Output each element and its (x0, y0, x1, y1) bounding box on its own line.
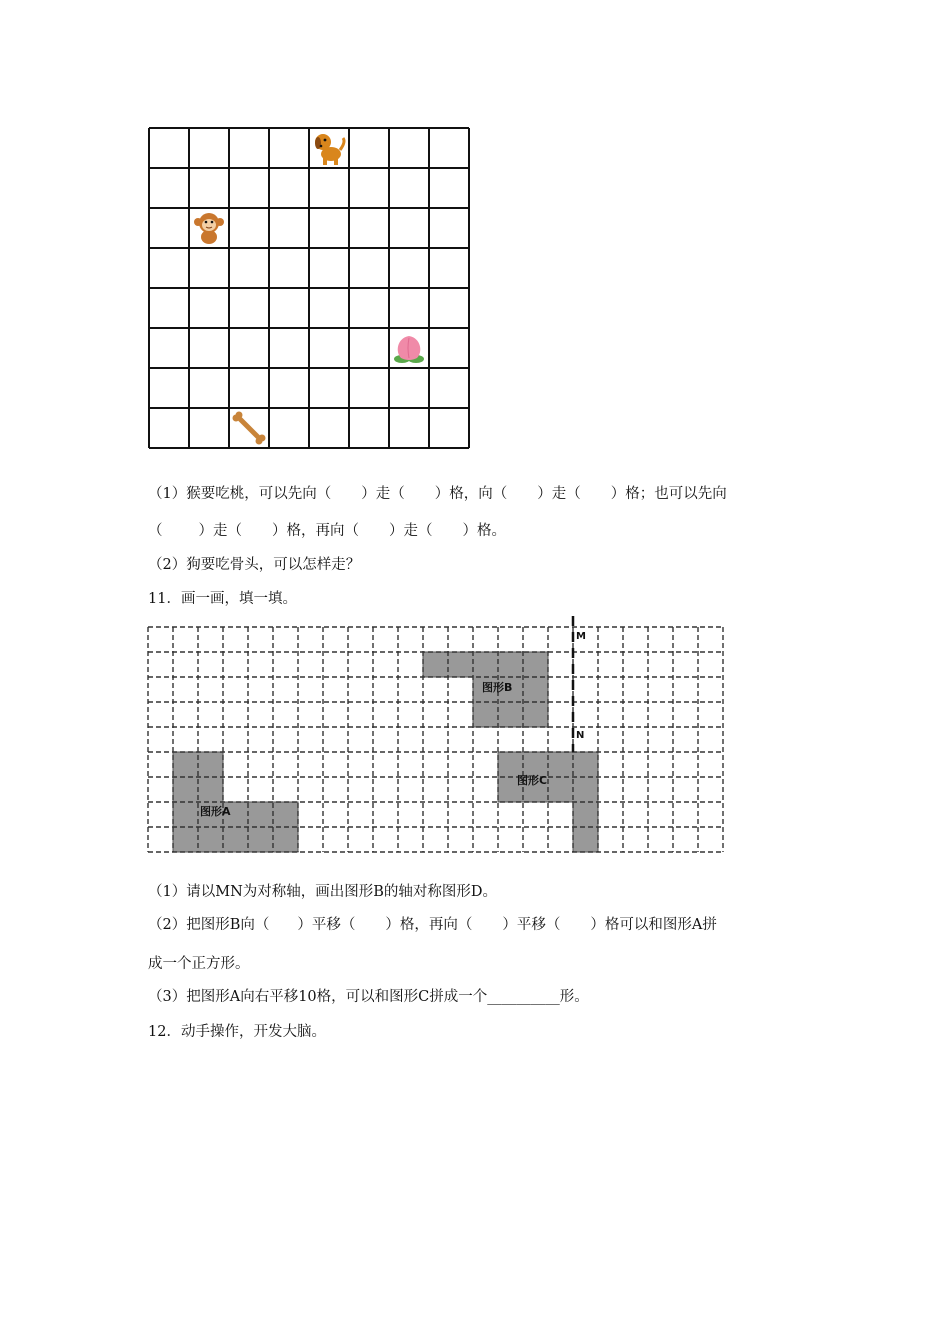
q11-title: 11．画一画，填一填。 (148, 591, 297, 607)
peach-icon (394, 336, 424, 363)
axis-n-label: N (576, 730, 585, 741)
q11-part3 (148, 987, 589, 1007)
q10-part2: （2）狗要吃骨头，可以怎样走？ (148, 557, 361, 573)
q10-p1-text-a: （1）猴要吃桃，可以先向（ (148, 486, 332, 502)
q11-part2-line2: 成一个正方形。 (148, 956, 250, 972)
q11-p2-text-c: ）格，再向（ (385, 917, 473, 933)
map-grid-lines (149, 128, 469, 448)
q12-title: 12．动手操作，开发大脑。 (148, 1024, 326, 1040)
q10-part1-line2 (148, 521, 506, 541)
q10-p1-text-e: ）格；也可以先向 (610, 486, 727, 502)
q11-part2-line1 (148, 915, 717, 935)
shape-c-label: 图形C (517, 774, 548, 787)
q10-p1-text-b: ）走（ (361, 486, 405, 502)
answer-blank[interactable]: __________ (487, 989, 560, 1005)
q10-p1l2-text-d: ）走（ (389, 523, 433, 539)
q10-p1-text-c: ）格，向（ (434, 486, 508, 502)
q10-p1l2-text-c: ）格，再向（ (272, 523, 359, 539)
shape-b-label: 图形B (482, 681, 513, 694)
q11-p3-text-b: 形。 (559, 989, 589, 1005)
monkey-icon (194, 213, 224, 244)
q11-p3-text-a: （3）把图形A向右平移10格，可以和图形C拼成一个 (148, 989, 488, 1005)
q10-p1-text-d: ）走（ (537, 486, 581, 502)
q10-part1-line1 (148, 484, 727, 504)
dog-icon (315, 134, 344, 165)
map-grid (148, 127, 470, 449)
symmetry-grid (142, 614, 728, 856)
q10-p1l2-text-e: ）格。 (462, 523, 506, 539)
q10-p1l2-text-b: ）走（ (198, 523, 242, 539)
q11-p2-text-a: （2）把图形B向（ (148, 917, 270, 933)
q11-part1: （1）请以MN为对称轴，画出图形B的轴对称图形D。 (148, 884, 498, 900)
q11-p2-text-d: ）平移（ (502, 917, 561, 933)
q11-p2-text-e: ）格可以和图形A拼 (590, 917, 717, 933)
shape-a-label: 图形A (200, 805, 231, 818)
q11-p2-text-b: ）平移（ (297, 917, 356, 933)
axis-m-label: M (576, 631, 586, 642)
q10-p1l2-text-a: （ (148, 523, 163, 539)
bone-icon (233, 412, 266, 445)
